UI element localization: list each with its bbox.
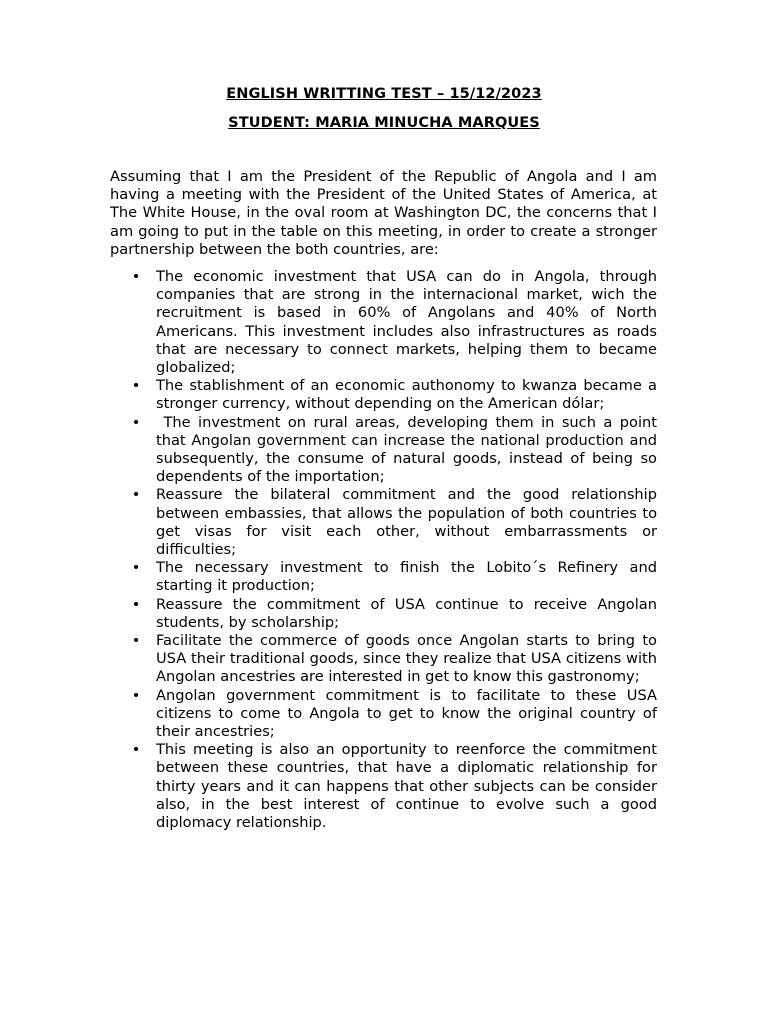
list-item [110,486,657,559]
bullet-icon: • [131,268,141,285]
list-item [110,559,657,595]
bullet-icon: • [131,377,141,395]
list-item-text: Reassure the commitment of USA continue to receive Angolan students, by scholarship; [156,595,657,631]
list-item-text: The investment on rural areas, developing them in such a point that Angolan government can increase the national production and subsequently, the consume of natural goods, instead of being so dependents of the importation; [156,413,662,486]
bullet-icon: • [131,559,141,577]
bullet-icon: • [131,741,141,759]
list-item-text: The stablishment of an economic authonomy to kwanza became a stronger currency, without depending on the American dólar; [156,377,657,413]
bullet-icon: • [131,686,141,704]
bullet-icon: • [131,413,141,431]
list-item-text: Reassure the bilateral commitment and the good relationship between embassies, that allows the population of both countries to get visas for visit each other, without embarrassments or difficulties; [156,486,657,559]
bullet-icon: • [131,486,141,504]
bullet-icon: • [131,632,141,650]
intro-paragraph: Assuming that I am the President of the Republic of Angola and I am having a meeting with the President of the United States of America, at The White House, in the oval room at Washington DC, the concerns that I am going to put in the table on this meeting, in order to create a stronger partnership between the both countries, are: [110,168,657,258]
list-item [110,413,662,487]
list-item-text: The necessary investment to finish the Lobito´s Refinery and starting it production; [156,559,657,595]
list-item [110,687,657,742]
concerns-list [110,268,662,832]
document-title: ENGLISH WRITTING TEST – 15/12/2023 [226,86,542,102]
list-item [110,377,657,413]
list-item-text: Facilitate the commerce of goods once Angolan starts to bring to USA their traditional goods, since they realize that USA citizens with Angolan ancestries are interested in get to know this gastronomy; [156,632,657,686]
list-item [110,632,657,687]
list-item-text: This meeting is also an opportunity to reenforce the commitment between these countries, that have a diplomatic relationship for thirty years and it can happens that other subjects can be consider also, in the best interest of continue to evolve such a good diplomacy relationship. [156,741,657,832]
bullet-icon: • [131,595,141,613]
student-name: STUDENT: MARIA MINUCHA MARQUES [228,115,540,131]
list-item-text: Angolan government commitment is to facilitate to these USA citizens to come to Angola to get to know the original country of their ancestries; [156,686,657,741]
list-item-text: The economic investment that USA can do in Angola, through companies that are strong in the internacional market, wich the recruitment is based in 60% of Angolans and 40% of North Americans. This investment includes also infrastructures as roads that are necessary to connect markets, helping them to became globalized; [156,268,657,377]
list-item [110,596,657,632]
list-item [110,268,657,377]
list-item [110,741,657,832]
